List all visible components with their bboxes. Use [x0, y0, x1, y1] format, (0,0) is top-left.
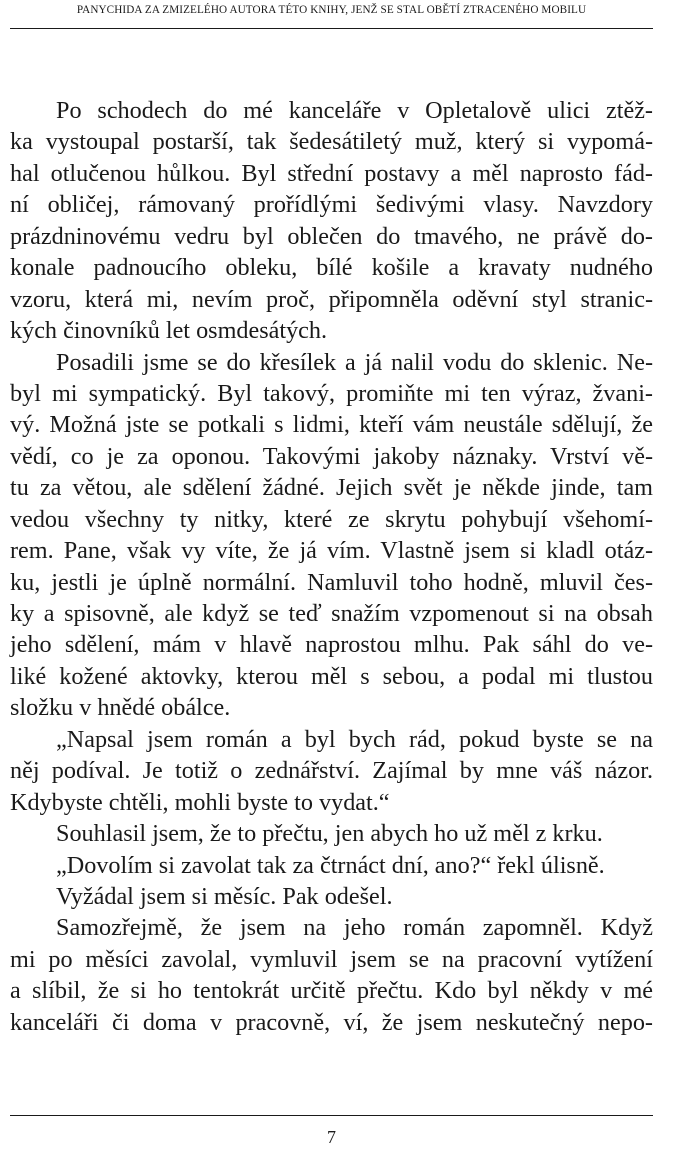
text-line: rem. Pane, však vy víte, že já vím. Vlastně jsem si kladl otáz- — [10, 537, 653, 565]
text-line: něj podíval. Je totiž o zednářství. Zajímal by mne váš názor. — [10, 757, 653, 785]
text-line: mi po měsíci zavolal, vymluvil jsem se na pracovní vytížení — [10, 945, 653, 973]
text-line: hal otlučenou hůlkou. Byl střední postavy a měl naprosto fád- — [10, 159, 653, 187]
header-rule — [10, 28, 653, 29]
text-line: prázdninovému vedru byl oblečen do tmavého, ne právě do- — [10, 222, 653, 250]
text-line: složku v hnědé obálce. — [10, 694, 231, 722]
text-line: ku, jestli je úplně normální. Namluvil toho hodně, mluvil čes- — [10, 568, 653, 596]
text-line: Kdybyste chtěli, mohli byste to vydat.“ — [10, 788, 390, 816]
text-line: ka vystoupal postarší, tak šedesátiletý muž, který si vypomá- — [10, 128, 653, 156]
text-line: jeho sdělení, mám v hlavě naprostou mlhu. Pak sáhl do ve- — [10, 631, 653, 659]
text-line: kých činovníků let osmdesátých. — [10, 317, 328, 345]
text-line: a slíbil, že si ho tentokrát určitě přečtu. Kdo byl někdy v mé — [10, 977, 653, 1005]
text-line: Souhlasil jsem, že to přečtu, jen abych ho už měl z krku. — [56, 820, 603, 848]
text-line: kanceláři či doma v pracovně, ví, že jsem neskutečný nepo- — [10, 1008, 653, 1036]
text-line: vedou všechny ty nitky, které ze skrytu pohybují všehomí- — [10, 505, 653, 533]
text-line: Samozřejmě, že jsem na jeho román zapomněl. Když — [56, 914, 653, 942]
text-line: vý. Možná jste se potkali s lidmi, kteří vám neustále sdělují, že — [10, 411, 653, 439]
text-line: ní obličej, rámovaný prořídlými šedivými vlasy. Navzdory — [10, 191, 653, 219]
text-line: vzoru, která mi, nevím proč, připomněla oděvní styl stranic- — [10, 285, 653, 313]
footer-rule — [10, 1115, 653, 1116]
text-line: Vyžádal jsem si měsíc. Pak odešel. — [56, 882, 393, 910]
text-line: Po schodech do mé kanceláře v Opletalově ulici ztěž- — [56, 97, 653, 124]
page-number: 7 — [327, 1127, 336, 1147]
text-line: „Napsal jsem román a byl bych rád, pokud byste se na — [56, 725, 653, 753]
text-line: byl mi sympatický. Byl takový, promiňte mi ten výraz, žvani- — [10, 379, 653, 407]
text-line: „Dovolím si zavolat tak za čtrnáct dní, ano?“ řekl úlisně. — [56, 851, 605, 879]
body-text — [10, 95, 653, 1038]
text-line: konale padnoucího obleku, bílé košile a kravaty nudného — [10, 254, 653, 282]
text-line: ky a spisovně, ale když se teď snažím vzpomenout si na obsah — [10, 600, 653, 627]
text-line: tu za větou, ale sdělení žádné. Jejich svět je někde jinde, tam — [10, 474, 653, 502]
text-line: liké kožené aktovky, kterou měl s sebou, a podal mi tlustou — [10, 662, 653, 690]
running-head: PANYCHIDA ZA ZMIZELÉHO AUTORA TÉTO KNIHY, JENŽ SE STAL OBĚTÍ ZTRACENÉHO MOBILU — [76, 4, 587, 16]
text-line: Posadili jsme se do křesílek a já nalil vodu do sklenic. Ne- — [56, 348, 653, 376]
text-line: vědí, co je za oponou. Takovými jakoby náznaky. Vrství vě- — [10, 442, 653, 470]
